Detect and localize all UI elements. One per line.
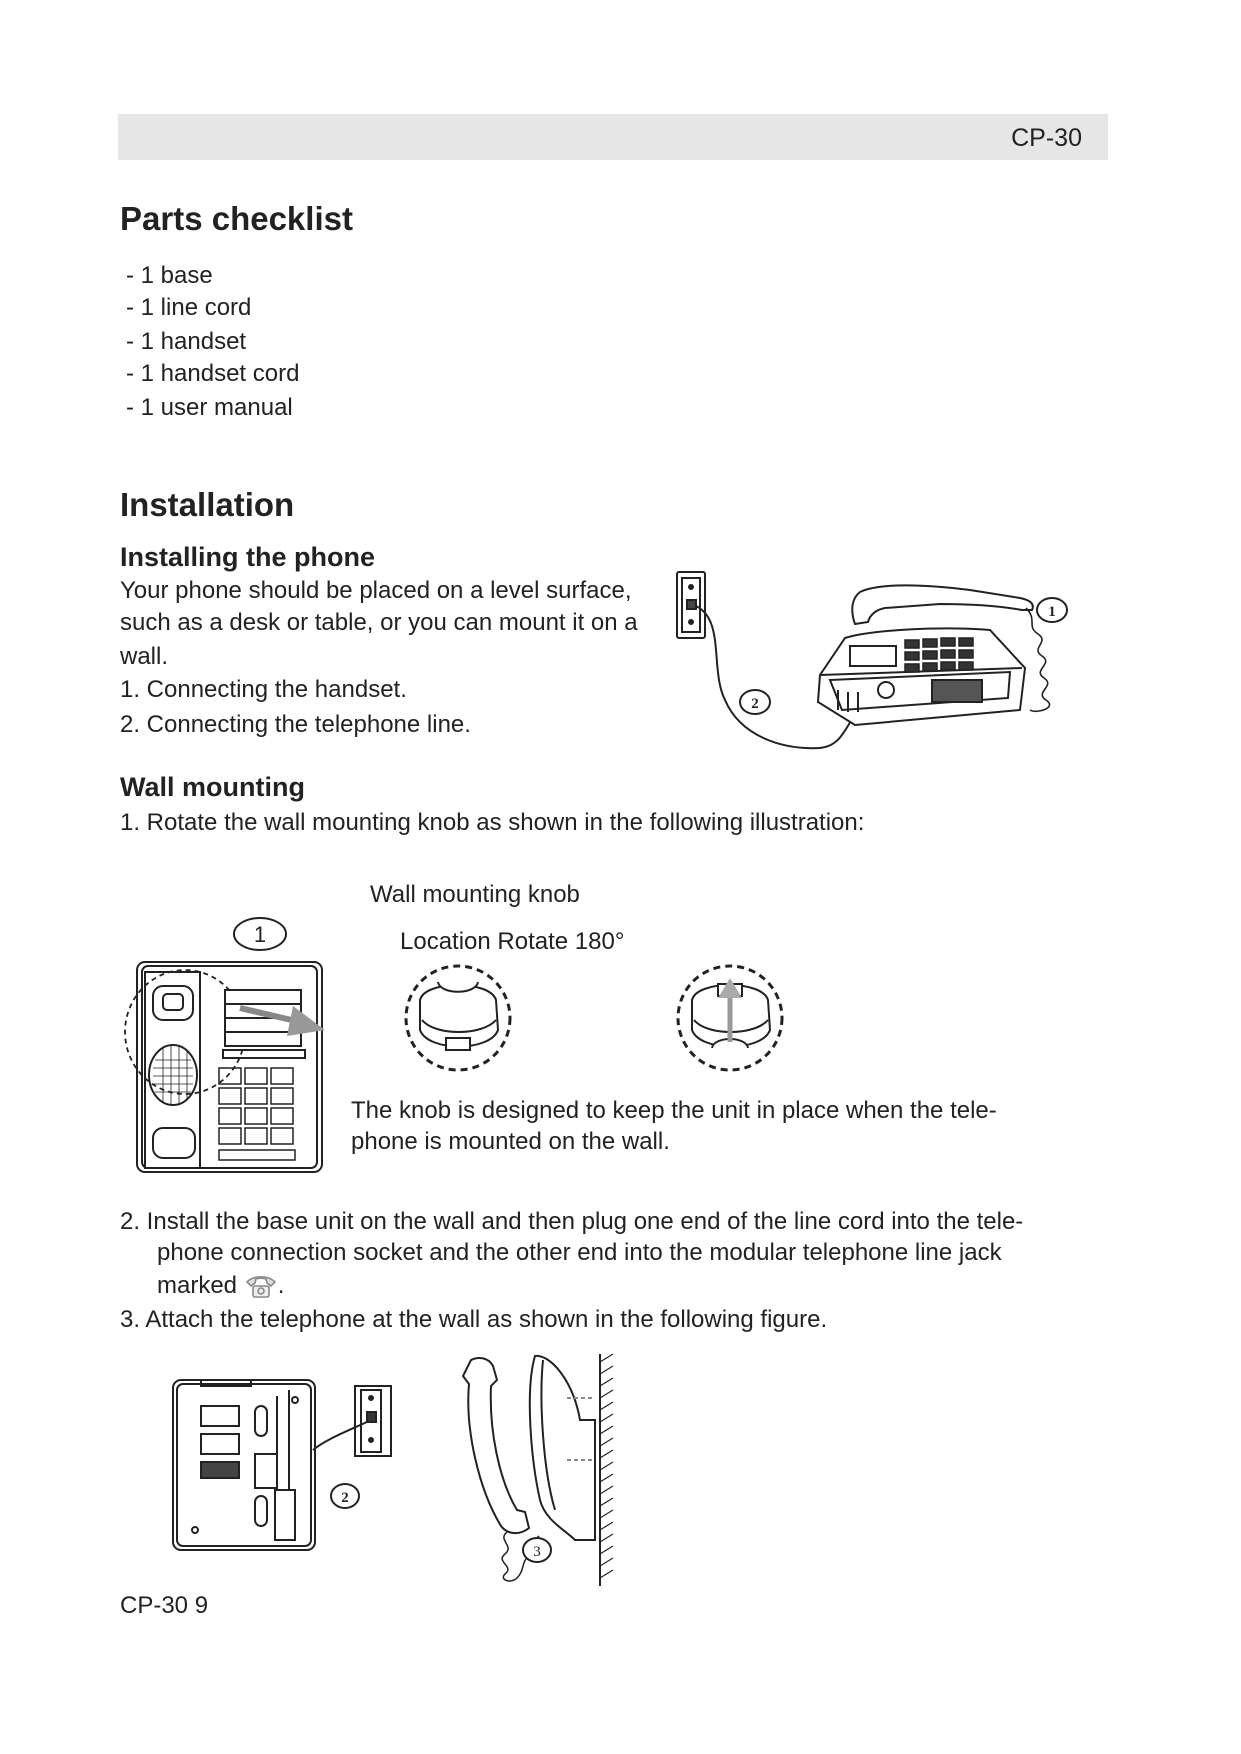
installing-phone-title: Installing the phone (120, 542, 375, 572)
wall-step-2-line (157, 1270, 284, 1302)
installing-step: 1. Connecting the handset. (120, 676, 407, 703)
wall-step-1: 1. Rotate the wall mounting knob as shown in the following illustration: (120, 809, 865, 836)
wall-step-2-line: phone connection socket and the other end into the modular telephone line jack (157, 1239, 1002, 1266)
knob-before-figure (400, 960, 520, 1080)
telephone-icon (244, 1273, 278, 1301)
wall-step-3: 3. Attach the telephone at the wall as shown in the following figure. (120, 1306, 828, 1333)
parts-item: - 1 handset (126, 328, 247, 355)
parts-checklist-title: Parts checklist (120, 200, 353, 237)
installing-step: 2. Connecting the telephone line. (120, 711, 471, 738)
knob-after-figure (672, 960, 792, 1080)
knob-note-line: The knob is designed to keep the unit in place when the tele- (351, 1097, 997, 1124)
marked-period: . (277, 1272, 285, 1299)
parts-item: - 1 line cord (126, 294, 252, 321)
desk-phone-figure (670, 560, 1090, 760)
wall-step-2-line: 2. Install the base unit on the wall and then plug one end of the line cord into the tele- (120, 1208, 1024, 1235)
callout-1: 1 (1048, 604, 1056, 620)
installation-title: Installation (120, 486, 295, 523)
callout-3: 3 (533, 1544, 541, 1560)
knob-callout: 1 (253, 922, 267, 947)
installing-body-line: Your phone should be placed on a level surface, (120, 577, 632, 604)
model-code: CP-30 (1011, 124, 1082, 152)
side-wall-figure (455, 1350, 635, 1590)
base-back-figure (165, 1370, 405, 1560)
knob-label: Wall mounting knob (370, 881, 580, 908)
callout-2: 2 (751, 696, 759, 712)
installing-body-line: such as a desk or table, or you can mount it on a (120, 609, 638, 636)
page-footer: CP-30 9 (120, 1592, 209, 1619)
rotate-label: Location Rotate 180° (400, 928, 625, 955)
wall-mounting-title: Wall mounting (120, 772, 305, 802)
phone-front-figure (115, 910, 345, 1180)
marked-text: marked (157, 1272, 238, 1299)
parts-item: - 1 handset cord (126, 360, 300, 387)
parts-item: - 1 base (126, 262, 213, 289)
callout-2-wall: 2 (341, 1490, 349, 1506)
parts-item: - 1 user manual (126, 394, 293, 421)
header-bar (118, 114, 1108, 160)
knob-note-line: phone is mounted on the wall. (351, 1128, 670, 1155)
installing-body-line: wall. (120, 643, 169, 670)
